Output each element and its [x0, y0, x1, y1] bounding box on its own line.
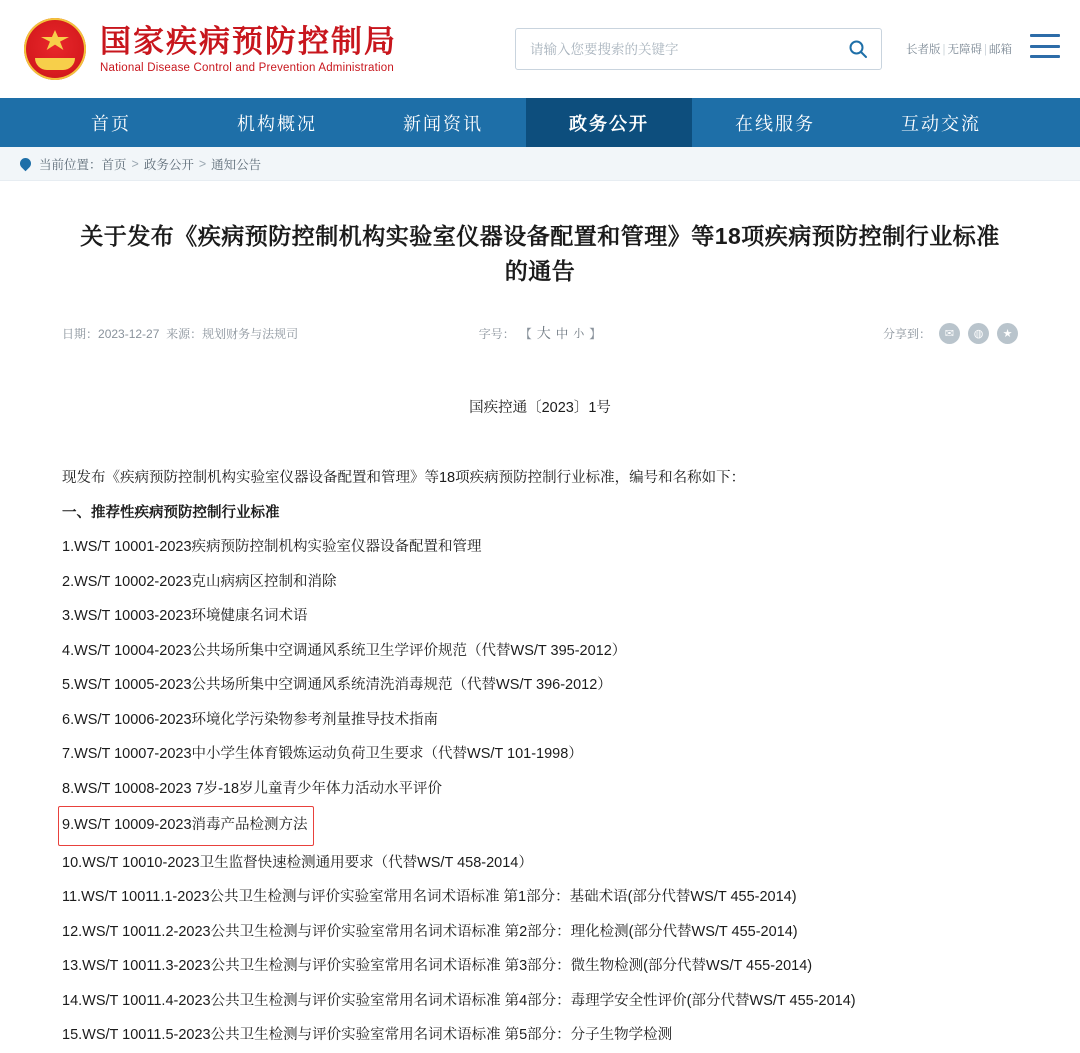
nav-item-online-services[interactable]: 在线服务: [735, 113, 815, 134]
standard-item: 3.WS/T 10003-2023环境健康名词术语: [62, 608, 308, 624]
nav-item-government-affairs[interactable]: 政务公开: [526, 98, 692, 147]
nav-item-interaction[interactable]: 互动交流: [901, 113, 981, 134]
source-label: 来源：: [166, 326, 203, 341]
site-subtitle: National Disease Control and Prevention Administration: [100, 62, 394, 75]
document-number: 国疾控通〔2023〕1号: [469, 400, 611, 416]
nav-item-overview[interactable]: 机构概况: [237, 113, 317, 134]
page-title: 关于发布《疾病预防控制机构实验室仪器设备配置和管理》等18项疾病预防控制行业标准的通告: [80, 223, 1000, 284]
date-label: 日期：: [62, 326, 99, 341]
fontsize-bracket-left: 【: [519, 326, 532, 341]
standard-item: 6.WS/T 10006-2023环境化学污染物参考剂量推导技术指南: [62, 711, 439, 728]
search-input[interactable]: [516, 29, 835, 69]
section-heading: 一、推荐性疾病预防控制行业标准: [62, 504, 280, 521]
fontsize-bracket-right: 】: [589, 326, 602, 341]
nav-item-news[interactable]: 新闻资讯: [403, 113, 483, 134]
hamburger-menu-icon[interactable]: [1030, 34, 1060, 58]
site-logo[interactable]: [24, 18, 397, 80]
weibo-icon[interactable]: ◍: [968, 323, 989, 344]
search-icon: [848, 39, 868, 59]
standard-item: 1.WS/T 10001-2023疾病预防控制机构实验室仪器设备配置和管理: [62, 539, 482, 555]
breadcrumb-item-home[interactable]: 首页: [101, 157, 127, 172]
national-emblem-icon: [24, 18, 86, 80]
standard-item: 7.WS/T 10007-2023中小学生体育锻炼运动负荷卫生要求（代替WS/T 101-1998）: [62, 746, 583, 762]
breadcrumb-separator: >: [131, 156, 139, 171]
standard-item: 12.WS/T 10011.2-2023公共卫生检测与评价实验室常用名词术语标准 第2部分：理化检测(部分代替WS/T 455-2014): [62, 923, 798, 940]
breadcrumb: [0, 147, 1080, 181]
fontsize-small[interactable]: 小: [573, 328, 585, 340]
breadcrumb-item-government-affairs[interactable]: 政务公开: [143, 157, 194, 172]
search-button[interactable]: [835, 29, 881, 69]
article-container: [0, 181, 1080, 1053]
nav-item-home[interactable]: 首页: [91, 113, 131, 134]
site-title: 国家疾病预防控制局: [100, 23, 397, 59]
header-utility-links: 长者版 | 无障碍 | 邮箱: [906, 44, 1012, 56]
wechat-icon[interactable]: ✉: [939, 323, 960, 344]
main-nav: [0, 98, 1080, 147]
meta-date-source: [62, 325, 298, 342]
standard-item: 13.WS/T 10011.3-2023公共卫生检测与评价实验室常用名词术语标准 第3部分：微生物检测(部分代替WS/T 455-2014): [62, 958, 813, 974]
standard-item: 2.WS/T 10002-2023克山病病区控制和消除: [62, 573, 337, 590]
share-label: 分享到：: [882, 326, 931, 341]
share-control: [883, 323, 1018, 344]
standard-item: 4.WS/T 10004-2023公共场所集中空调通风系统卫生学评价规范（代替WS/T 395-2012）: [62, 642, 627, 659]
article-intro: 现发布《疾病预防控制机构实验室仪器设备配置和管理》等18项疾病预防控制行业标准，编号和名称如下：: [62, 470, 746, 486]
standard-item-highlighted: [62, 806, 1018, 846]
standard-item: 15.WS/T 10011.5-2023公共卫生检测与评价实验室常用名词术语标准 第5部分：分子生物学检测: [62, 1027, 673, 1043]
standard-item: 11.WS/T 10011.1-2023公共卫生检测与评价实验室常用名词术语标准 第1部分：基础术语(部分代替WS/T 455-2014): [62, 889, 797, 905]
standard-item: 14.WS/T 10011.4-2023公共卫生检测与评价实验室常用名词术语标准 第4部分：毒理学安全性评价(部分代替WS/T 455-2014): [62, 992, 856, 1009]
article-meta: [62, 316, 1018, 350]
link-mailbox[interactable]: 邮箱: [989, 44, 1012, 56]
standard-item: 10.WS/T 10010-2023卫生监督快速检测通用要求（代替WS/T 458-2014）: [62, 854, 533, 871]
fontsize-control: [479, 323, 602, 343]
site-header: [0, 0, 1080, 98]
highlight-box: 9.WS/T 10009-2023消毒产品检测方法: [58, 806, 314, 846]
standard-item: 5.WS/T 10005-2023公共场所集中空调通风系统清洗消毒规范（代替WS/T 396-2012）: [62, 677, 612, 693]
location-pin-icon: [18, 156, 34, 172]
link-elder-version[interactable]: 长者版: [906, 44, 941, 56]
breadcrumb-separator: >: [198, 156, 207, 171]
fontsize-label: 字号：: [478, 326, 515, 341]
source-value: 规划财务与法规司: [202, 326, 299, 341]
breadcrumb-item-notices[interactable]: 通知公告: [211, 157, 262, 172]
favorite-icon[interactable]: ★: [997, 323, 1018, 344]
fontsize-medium[interactable]: 中: [555, 327, 569, 341]
breadcrumb-prefix: 当前位置：: [39, 157, 102, 172]
search-box[interactable]: [515, 28, 882, 70]
date-value: 2023-12-27: [98, 326, 160, 341]
link-accessibility[interactable]: 无障碍: [947, 44, 982, 56]
standard-item: 8.WS/T 10008-2023 7岁-18岁儿童青少年体力活动水平评价: [62, 780, 443, 797]
article-body: [62, 461, 1018, 1053]
fontsize-large[interactable]: 大: [536, 325, 551, 341]
